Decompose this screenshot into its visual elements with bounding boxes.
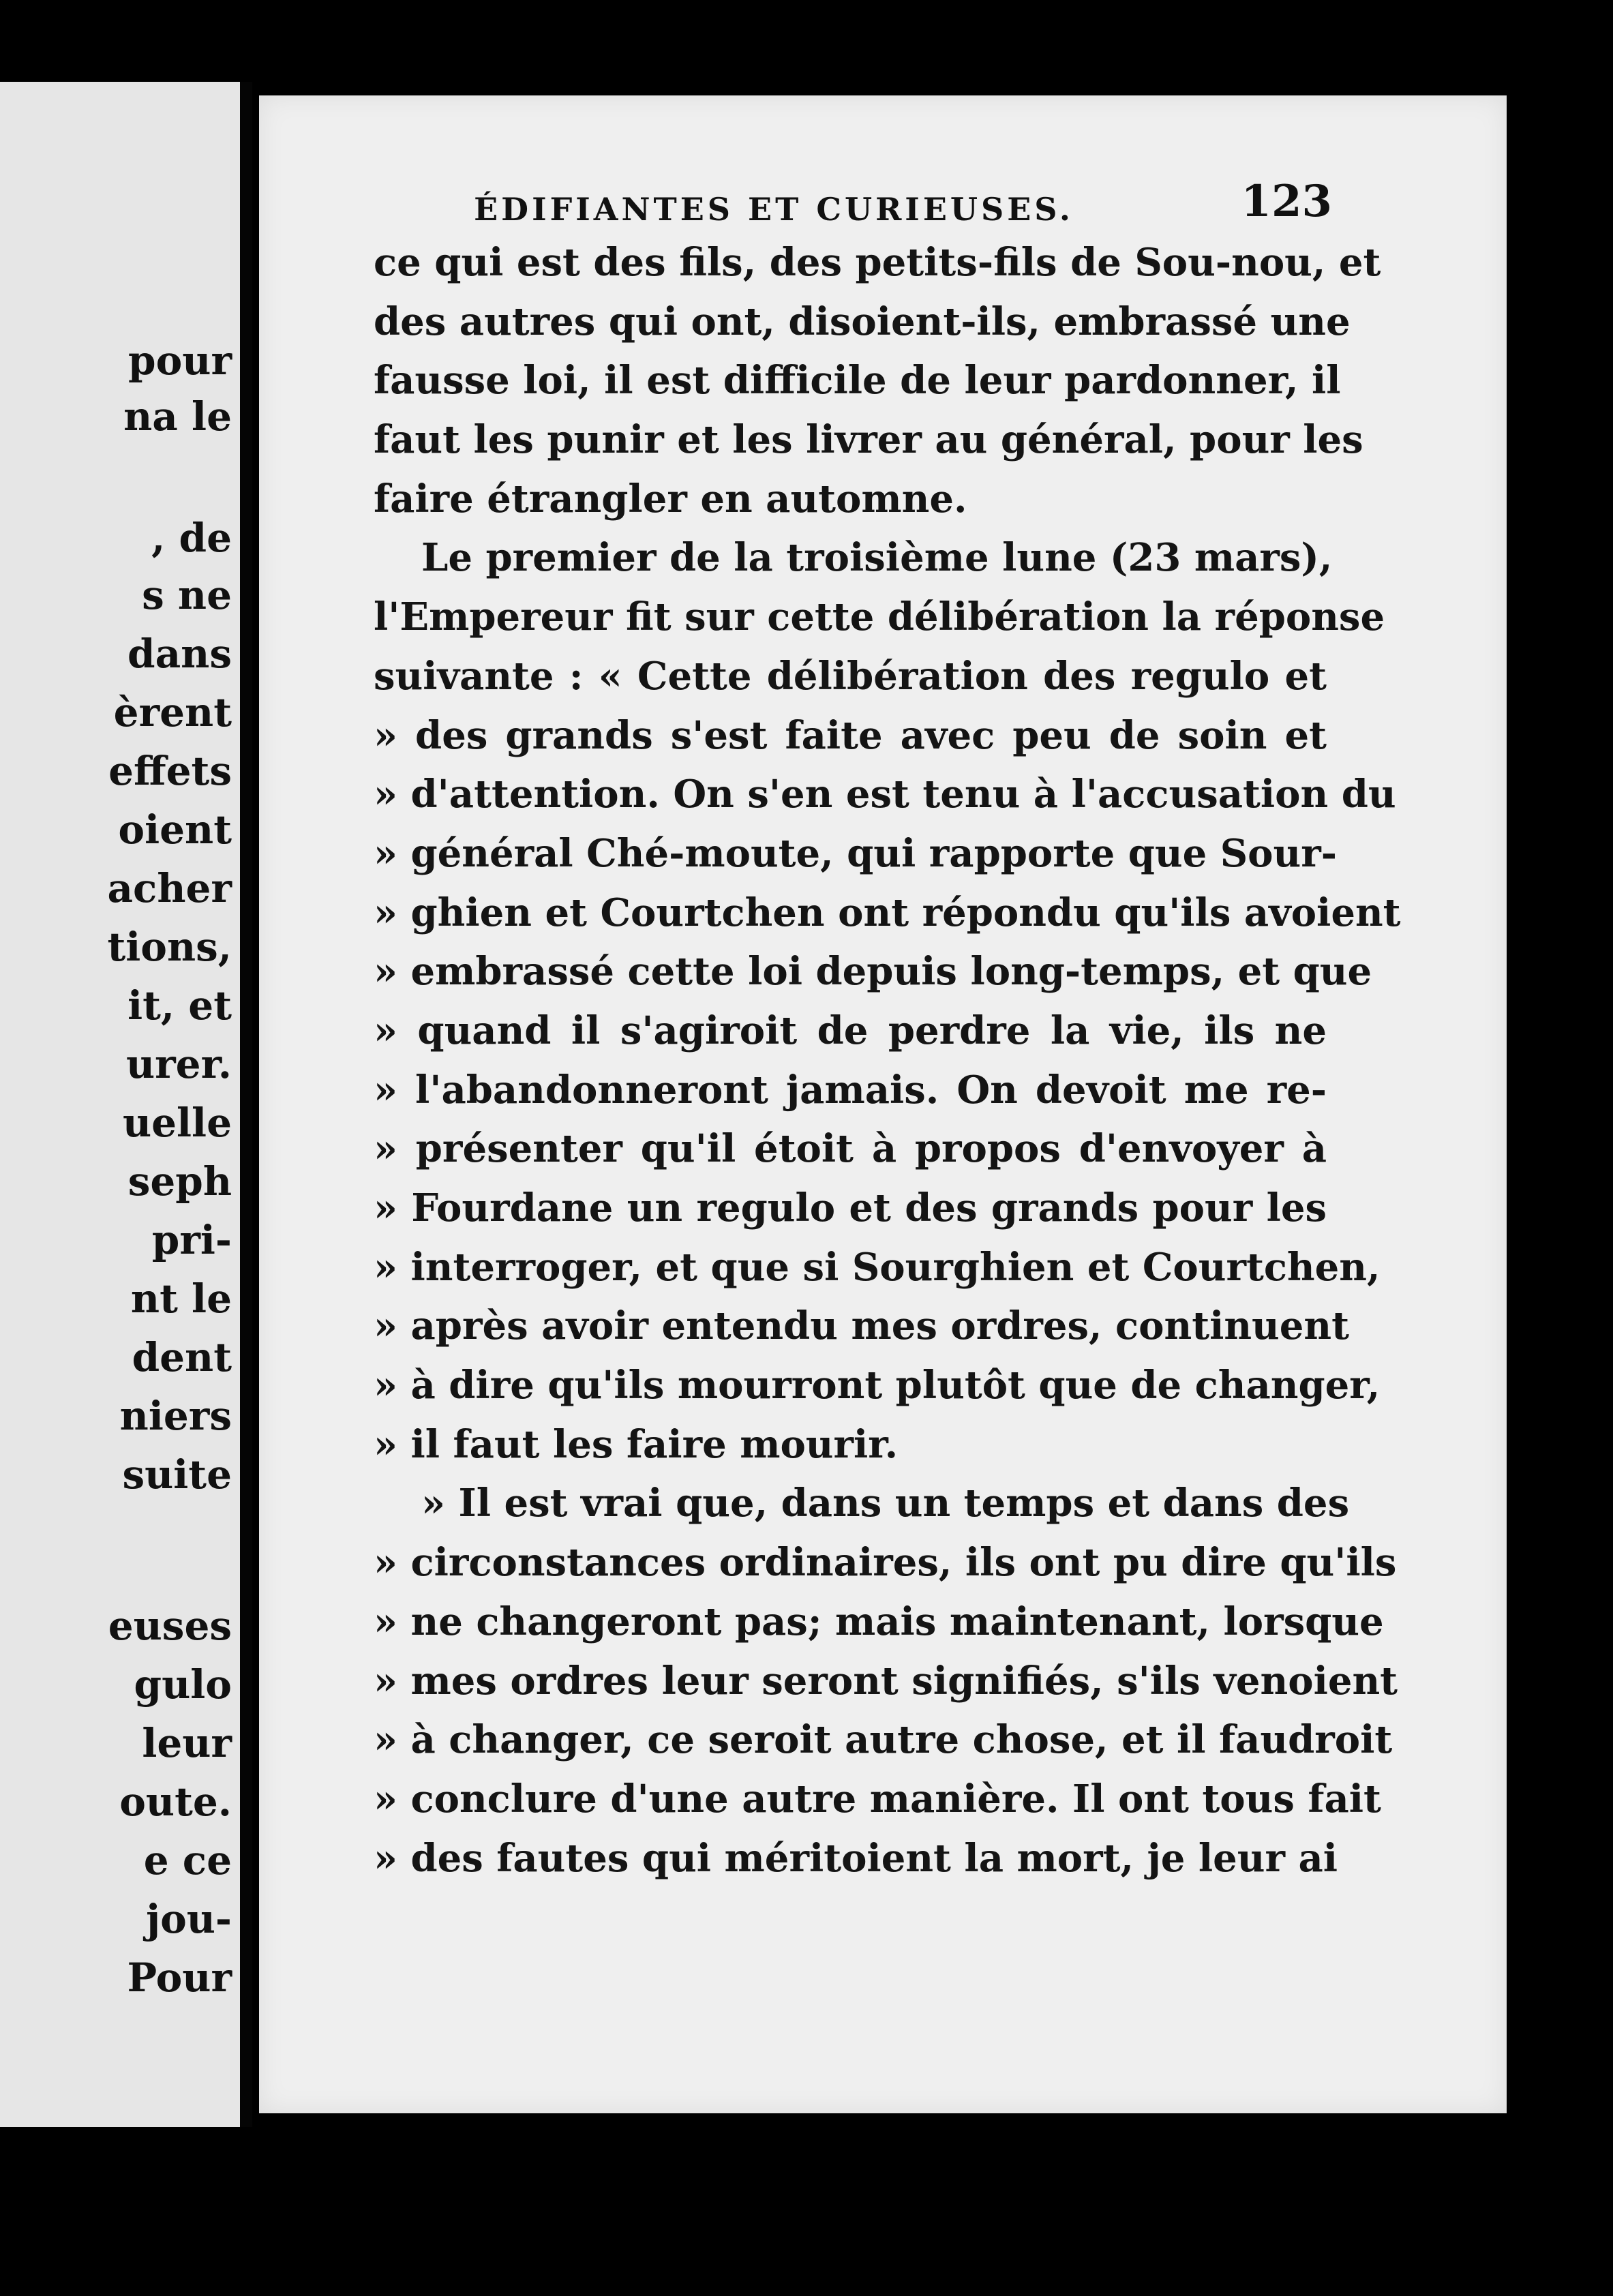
facing-line: euses bbox=[108, 1603, 232, 1649]
facing-line: it, et bbox=[127, 982, 232, 1029]
facing-line: oient bbox=[118, 806, 232, 853]
text-line: » interroger, et que si Sourghien et Courtchen, bbox=[374, 1244, 1381, 1290]
facing-line: nt le bbox=[130, 1275, 232, 1322]
facing-line: , de bbox=[151, 515, 232, 561]
text-line: faire étrangler en automne. bbox=[374, 476, 967, 522]
text-line: » des grands s'est faite avec peu de soin et bbox=[374, 712, 1327, 758]
book-gutter bbox=[240, 82, 252, 2127]
facing-line: suite bbox=[122, 1451, 232, 1498]
text-line: » des fautes qui méritoient la mort, je leur ai bbox=[374, 1835, 1338, 1881]
text-line: Le premier de la troisième lune (23 mars), bbox=[421, 535, 1333, 581]
facing-line: e ce bbox=[143, 1837, 232, 1884]
facing-line: urer. bbox=[125, 1041, 232, 1087]
text-line: » circonstances ordinaires, ils ont pu dire qu'ils bbox=[374, 1540, 1397, 1586]
text-line: ce qui est des fils, des petits-fils de Sou-nou, et bbox=[374, 240, 1381, 285]
text-line: » après avoir entendu mes ordres, continuent bbox=[374, 1303, 1349, 1349]
facing-line: dans bbox=[127, 631, 232, 677]
facing-line: leur bbox=[142, 1720, 232, 1766]
text-line: » présenter qu'il étoit à propos d'envoyer à bbox=[374, 1126, 1327, 1172]
running-title: ÉDIFIANTES ET CURIEUSES. bbox=[474, 191, 1074, 228]
text-line: suivante : « Cette délibération des regulo et bbox=[374, 653, 1327, 699]
facing-line: na le bbox=[123, 393, 232, 440]
facing-line: jou- bbox=[146, 1896, 232, 1942]
text-line: » à changer, ce seroit autre chose, et il faudroit bbox=[374, 1717, 1393, 1763]
text-line: faut les punir et les livrer au général, pour les bbox=[374, 417, 1363, 463]
text-line: » il faut les faire mourir. bbox=[374, 1421, 899, 1467]
text-line: » embrassé cette loi depuis long-temps, et que bbox=[374, 949, 1372, 995]
facing-line: Pour bbox=[127, 1954, 232, 2001]
facing-line: seph bbox=[127, 1158, 232, 1205]
text-line: » ne changeront pas; mais maintenant, lorsque bbox=[374, 1599, 1384, 1644]
text-line: » l'abandonneront jamais. On devoit me re- bbox=[374, 1067, 1327, 1113]
facing-line: uelle bbox=[122, 1100, 232, 1146]
facing-page-fragment bbox=[0, 82, 240, 2127]
facing-line: pri- bbox=[151, 1217, 232, 1263]
text-line: » ghien et Courtchen ont répondu qu'ils avoient bbox=[374, 890, 1401, 935]
text-line: » d'attention. On s'en est tenu à l'accusation du bbox=[374, 772, 1396, 817]
facing-line: pour bbox=[128, 337, 232, 384]
text-line: » à dire qu'ils mourront plutôt que de changer, bbox=[374, 1363, 1381, 1408]
facing-line: s ne bbox=[142, 572, 232, 618]
text-line: » quand il s'agiroit de perdre la vie, ils ne bbox=[374, 1008, 1327, 1053]
text-line: » mes ordres leur seront signifiés, s'ils venoient bbox=[374, 1658, 1398, 1704]
text-line: l'Empereur fit sur cette délibération la réponse bbox=[374, 594, 1385, 640]
facing-line: niers bbox=[119, 1393, 232, 1439]
text-line: » général Ché-moute, qui rapporte que Sour- bbox=[374, 830, 1337, 876]
text-line: fausse loi, il est difficile de leur pardonner, il bbox=[374, 358, 1341, 404]
facing-line: oute. bbox=[119, 1779, 232, 1825]
page-number: 123 bbox=[1241, 176, 1332, 227]
body-text bbox=[374, 233, 1401, 1888]
facing-line: effets bbox=[108, 748, 232, 794]
facing-line: dent bbox=[132, 1334, 232, 1380]
facing-line: tions, bbox=[107, 924, 232, 970]
facing-line: gulo bbox=[134, 1661, 232, 1708]
text-line: des autres qui ont, disoient-ils, embrassé une bbox=[374, 299, 1351, 344]
text-line: » conclure d'une autre manière. Il ont tous fait bbox=[374, 1776, 1381, 1822]
text-line: » Fourdane un regulo et des grands pour les bbox=[374, 1185, 1327, 1230]
text-line: » Il est vrai que, dans un temps et dans des bbox=[421, 1481, 1350, 1526]
facing-line: acher bbox=[107, 865, 232, 911]
facing-line: èrent bbox=[113, 689, 232, 736]
